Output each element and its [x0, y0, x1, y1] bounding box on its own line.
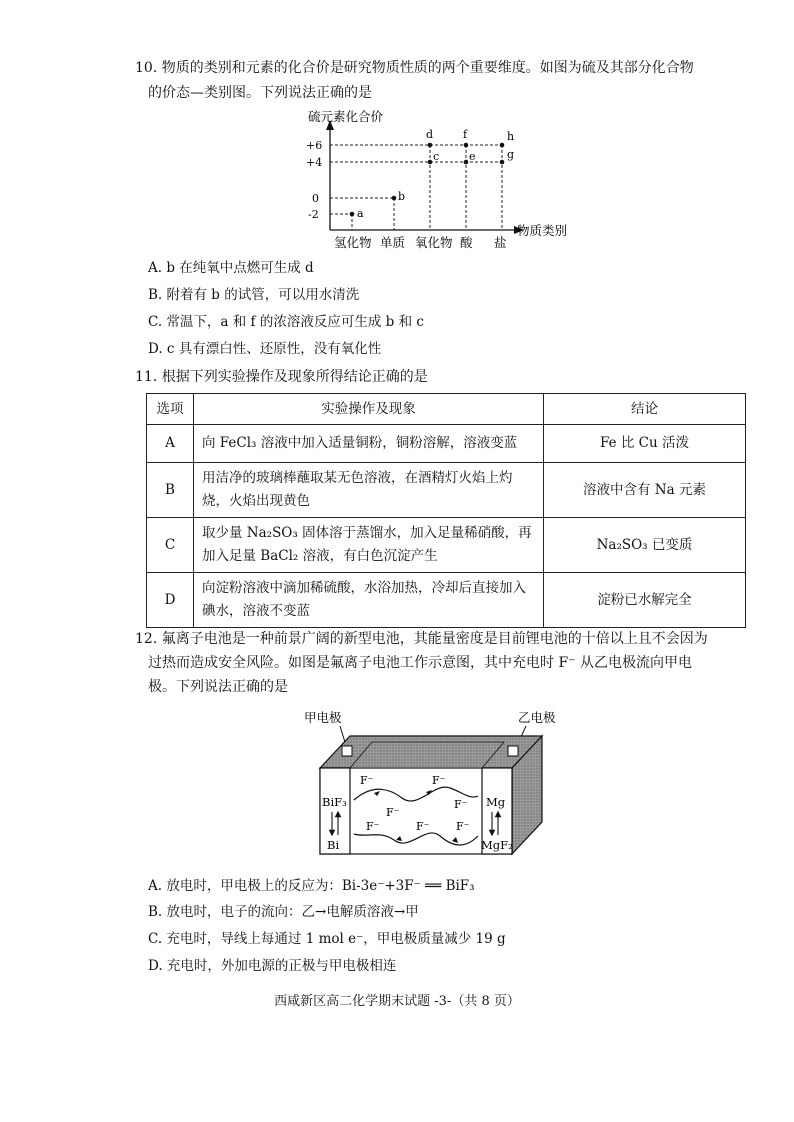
row-operation: 向 FeCl₃ 溶液中加入适量铜粉，铜粉溶解，溶液变蓝	[194, 425, 544, 463]
ion-label: F⁻	[432, 774, 446, 787]
point-label: b	[398, 190, 406, 203]
q12-option-a: A. 放电时，甲电极上的反应为：Bi-3e⁻+3F⁻ ══ BiF₃	[148, 878, 475, 894]
ion-label: F⁻	[360, 774, 374, 787]
y-axis-label: 硫元素化合价	[308, 109, 384, 124]
point-c	[428, 160, 433, 165]
point-label: f	[463, 128, 468, 141]
table-header-row	[147, 394, 746, 425]
point-e	[464, 160, 469, 165]
ion-label: F⁻	[416, 820, 430, 833]
row-option: A	[147, 425, 194, 463]
yi-terminal	[508, 746, 518, 756]
jia-electrode-label: 甲电极	[304, 710, 342, 725]
q12-stem-line2: 过热而造成安全风险。如图是氟离子电池工作示意图，其中充电时 F⁻ 从乙电极流向甲电	[148, 655, 693, 671]
row-conclusion: 溶液中含有 Na 元素	[544, 463, 746, 518]
battery-diagram	[290, 708, 560, 870]
bif3-label: BiF₃	[322, 795, 347, 809]
ion-label: F⁻	[366, 820, 380, 833]
q12-stem-line3: 极。下列说法正确的是	[148, 679, 288, 695]
x-category: 酸	[460, 235, 473, 250]
page-footer: 西咸新区高二化学期末试题 -3-（共 8 页）	[274, 994, 520, 1009]
ion-label: F⁻	[454, 798, 468, 811]
q10-option-b: B. 附着有 b 的试管，可以用水清洗	[148, 287, 360, 303]
valence-category-chart	[290, 108, 590, 253]
experiment-table	[146, 393, 746, 628]
q12-stem-line1: 12. 氟离子电池是一种前景广阔的新型电池，其能量密度是目前锂电池的十倍以上且不会因为	[135, 631, 708, 647]
ion-label: F⁻	[456, 820, 470, 833]
q12-option-c: C. 充电时，导线上每通过 1 mol e⁻，甲电极质量减少 19 g	[148, 931, 506, 947]
table-row	[147, 425, 746, 463]
x-category: 氧化物	[415, 235, 453, 250]
row-option: B	[147, 463, 194, 518]
point-label: d	[426, 128, 434, 141]
x-category: 氢化物	[334, 235, 372, 250]
point-label: a	[357, 207, 364, 220]
header-option: 选项	[147, 394, 194, 425]
mg-label: Mg	[486, 795, 506, 809]
row-operation: 取少量 Na₂SO₃ 固体溶于蒸馏水，加入足量稀硝酸，再加入足量 BaCl₂ 溶液，有白色沉淀产生	[194, 518, 544, 573]
q12-option-d: D. 充电时，外加电源的正极与甲电极相连	[148, 958, 397, 974]
x-category: 盐	[494, 235, 507, 250]
q10-option-d: D. c 具有漂白性、还原性，没有氧化性	[148, 341, 382, 357]
table-row	[147, 573, 746, 628]
q10-option-a: A. b 在纯氧中点燃可生成 d	[148, 260, 314, 276]
q10-option-c: C. 常温下，a 和 f 的浓溶液反应可生成 b 和 c	[148, 314, 424, 330]
point-label: c	[433, 150, 440, 163]
row-option: C	[147, 518, 194, 573]
row-operation: 向淀粉溶液中滴加稀硫酸，水浴加热，冷却后直接加入碘水，溶液不变蓝	[194, 573, 544, 628]
point-label: g	[507, 148, 515, 161]
header-conclusion: 结论	[544, 394, 746, 425]
q10-stem-line2: 的价态—类别图。下列说法正确的是	[148, 85, 372, 101]
point-h	[500, 143, 505, 148]
x-axis-label: 物质类别	[517, 223, 568, 238]
q11-stem: 11. 根据下列实验操作及现象所得结论正确的是	[135, 369, 428, 385]
bi-label: Bi	[327, 838, 340, 852]
point-b	[392, 196, 397, 201]
y-tick: 0	[312, 192, 319, 205]
q10-stem-line1: 10. 物质的类别和元素的化合价是研究物质性质的两个重要维度。如图为硫及其部分化合物	[135, 60, 694, 76]
y-tick: -2	[308, 208, 319, 221]
row-conclusion: Fe 比 Cu 活泼	[544, 425, 746, 463]
point-f	[464, 143, 469, 148]
point-label: h	[507, 130, 515, 143]
row-conclusion: Na₂SO₃ 已变质	[544, 518, 746, 573]
point-label: e	[469, 150, 476, 163]
row-conclusion: 淀粉已水解完全	[544, 573, 746, 628]
point-d	[428, 143, 433, 148]
y-tick: +6	[306, 139, 323, 152]
table-row	[147, 518, 746, 573]
y-tick: +4	[306, 156, 323, 169]
table-row	[147, 463, 746, 518]
row-operation: 用洁净的玻璃棒蘸取某无色溶液，在酒精灯火焰上灼烧，火焰出现黄色	[194, 463, 544, 518]
jia-terminal	[342, 746, 352, 756]
point-a	[350, 212, 355, 217]
mgf2-label: MgF₂	[481, 838, 513, 852]
header-operation: 实验操作及现象	[194, 394, 544, 425]
q12-option-b: B. 放电时，电子的流向：乙→电解质溶液→甲	[148, 904, 419, 920]
row-option: D	[147, 573, 194, 628]
point-g	[500, 160, 505, 165]
ion-label: F⁻	[386, 806, 400, 819]
yi-electrode-label: 乙电极	[518, 710, 556, 725]
x-category: 单质	[380, 235, 406, 250]
